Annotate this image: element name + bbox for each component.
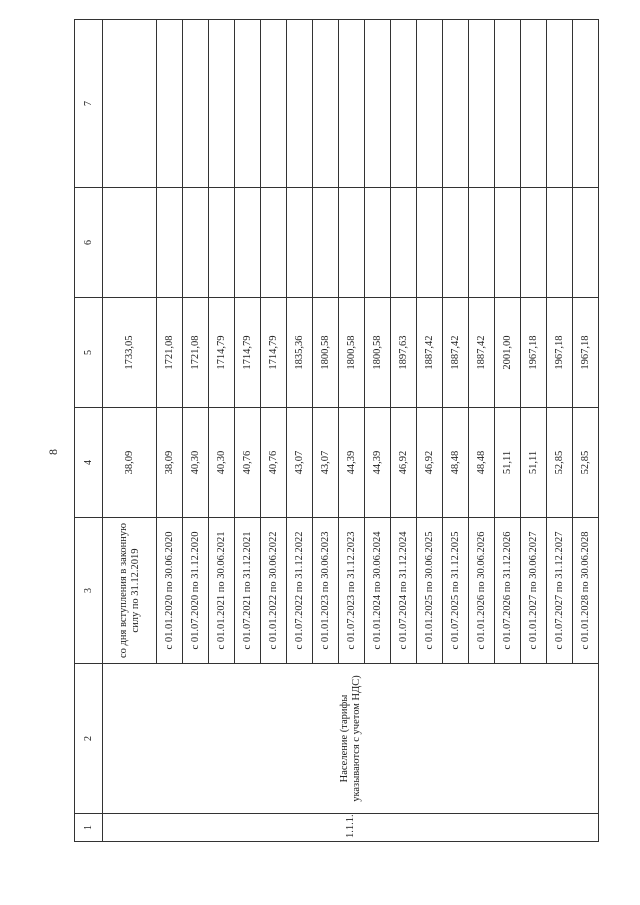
value-col4-cell: 48,48 — [443, 408, 469, 518]
tariff-table-area — [74, 20, 590, 842]
value-col5-cell: 1835,36 — [287, 298, 313, 408]
value-col6-cell — [417, 188, 443, 298]
value-col4-cell: 43,07 — [313, 408, 339, 518]
page-number: 8 — [46, 449, 60, 455]
value-col6-cell — [365, 188, 391, 298]
column-header: 5 — [75, 298, 103, 408]
tariff-table — [74, 19, 599, 842]
value-col7-cell — [261, 20, 287, 188]
period-cell: с 01.07.2026 по 31.12.2026 — [495, 518, 521, 664]
value-col4-cell: 38,09 — [157, 408, 183, 518]
value-col7-cell — [313, 20, 339, 188]
value-col6-cell — [313, 188, 339, 298]
period-cell: со дня вступления в законную силу по 31.12.2019 — [103, 518, 157, 664]
value-col6-cell — [261, 188, 287, 298]
value-col7-cell — [521, 20, 547, 188]
value-col7-cell — [417, 20, 443, 188]
period-cell: с 01.01.2020 по 30.06.2020 — [157, 518, 183, 664]
value-col5-cell: 1721,08 — [183, 298, 209, 408]
value-col4-cell: 40,76 — [261, 408, 287, 518]
table-row — [103, 20, 157, 842]
value-col5-cell: 1714,79 — [235, 298, 261, 408]
value-col7-cell — [573, 20, 599, 188]
value-col6-cell — [103, 188, 157, 298]
period-cell: с 01.07.2020 по 31.12.2020 — [183, 518, 209, 664]
value-col7-cell — [235, 20, 261, 188]
value-col7-cell — [103, 20, 157, 188]
group-name-cell: Население (тарифы указываются с учетом НДС) — [103, 664, 599, 814]
period-cell: с 01.07.2024 по 31.12.2024 — [391, 518, 417, 664]
value-col4-cell: 40,30 — [183, 408, 209, 518]
value-col6-cell — [495, 188, 521, 298]
period-cell: с 01.07.2027 по 31.12.2027 — [547, 518, 573, 664]
value-col5-cell: 1721,08 — [157, 298, 183, 408]
period-cell: с 01.07.2021 по 31.12.2021 — [235, 518, 261, 664]
value-col5-cell: 2001,00 — [495, 298, 521, 408]
period-cell: с 01.01.2021 по 30.06.2021 — [209, 518, 235, 664]
value-col6-cell — [157, 188, 183, 298]
value-col5-cell: 1887,42 — [469, 298, 495, 408]
value-col7-cell — [495, 20, 521, 188]
value-col7-cell — [365, 20, 391, 188]
value-col5-cell: 1967,18 — [573, 298, 599, 408]
value-col4-cell: 51,11 — [495, 408, 521, 518]
rotated-table-container — [74, 20, 590, 842]
value-col5-cell: 1733,05 — [103, 298, 157, 408]
value-col5-cell: 1967,18 — [521, 298, 547, 408]
value-col6-cell — [339, 188, 365, 298]
value-col4-cell: 52,85 — [573, 408, 599, 518]
column-header: 1 — [75, 814, 103, 842]
value-col5-cell: 1800,58 — [365, 298, 391, 408]
group-code-cell: 1.1.1. — [103, 814, 599, 842]
value-col4-cell: 43,07 — [287, 408, 313, 518]
value-col5-cell: 1714,79 — [261, 298, 287, 408]
value-col4-cell: 38,09 — [103, 408, 157, 518]
value-col6-cell — [521, 188, 547, 298]
value-col4-cell: 52,85 — [547, 408, 573, 518]
period-cell: с 01.01.2022 по 30.06.2022 — [261, 518, 287, 664]
value-col6-cell — [573, 188, 599, 298]
value-col5-cell: 1897,63 — [391, 298, 417, 408]
value-col5-cell: 1887,42 — [417, 298, 443, 408]
value-col7-cell — [287, 20, 313, 188]
value-col6-cell — [235, 188, 261, 298]
value-col5-cell: 1967,18 — [547, 298, 573, 408]
value-col7-cell — [183, 20, 209, 188]
value-col7-cell — [209, 20, 235, 188]
value-col7-cell — [339, 20, 365, 188]
value-col7-cell — [157, 20, 183, 188]
value-col4-cell: 48,48 — [469, 408, 495, 518]
value-col5-cell: 1800,58 — [339, 298, 365, 408]
value-col4-cell: 44,39 — [365, 408, 391, 518]
period-cell: с 01.01.2024 по 30.06.2024 — [365, 518, 391, 664]
period-cell: с 01.07.2022 по 31.12.2022 — [287, 518, 313, 664]
period-cell: с 01.07.2023 по 31.12.2023 — [339, 518, 365, 664]
column-header: 3 — [75, 518, 103, 664]
period-cell: с 01.07.2025 по 31.12.2025 — [443, 518, 469, 664]
value-col7-cell — [469, 20, 495, 188]
value-col6-cell — [391, 188, 417, 298]
value-col4-cell: 51,11 — [521, 408, 547, 518]
value-col4-cell: 44,39 — [339, 408, 365, 518]
value-col5-cell: 1887,42 — [443, 298, 469, 408]
value-col6-cell — [209, 188, 235, 298]
value-col5-cell: 1714,79 — [209, 298, 235, 408]
period-cell: с 01.01.2027 по 30.06.2027 — [521, 518, 547, 664]
value-col4-cell: 40,30 — [209, 408, 235, 518]
column-header: 4 — [75, 408, 103, 518]
column-header: 2 — [75, 664, 103, 814]
column-header: 6 — [75, 188, 103, 298]
value-col6-cell — [547, 188, 573, 298]
value-col7-cell — [391, 20, 417, 188]
value-col4-cell: 40,76 — [235, 408, 261, 518]
period-cell: с 01.01.2023 по 30.06.2023 — [313, 518, 339, 664]
value-col7-cell — [547, 20, 573, 188]
value-col6-cell — [469, 188, 495, 298]
value-col7-cell — [443, 20, 469, 188]
value-col6-cell — [183, 188, 209, 298]
period-cell: с 01.01.2025 по 30.06.2025 — [417, 518, 443, 664]
value-col4-cell: 46,92 — [391, 408, 417, 518]
value-col4-cell: 46,92 — [417, 408, 443, 518]
period-cell: с 01.01.2026 по 30.06.2026 — [469, 518, 495, 664]
column-header: 7 — [75, 20, 103, 188]
period-cell: с 01.01.2028 по 30.06.2028 — [573, 518, 599, 664]
value-col5-cell: 1800,58 — [313, 298, 339, 408]
value-col6-cell — [287, 188, 313, 298]
value-col6-cell — [443, 188, 469, 298]
table-header-row — [75, 20, 103, 842]
